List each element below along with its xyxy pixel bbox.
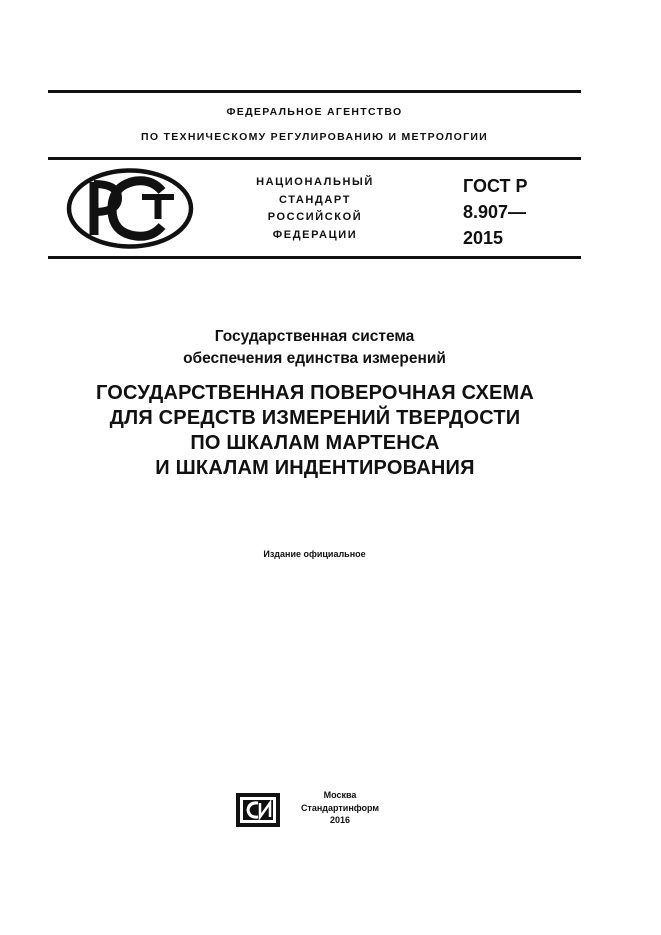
title-line: ГОСУДАРСТВЕННАЯ ПОВЕРОЧНАЯ СХЕМА [95, 382, 535, 404]
rst-logo-icon [66, 167, 194, 250]
national-standard-line: РОССИЙСКОЙ [267, 211, 363, 223]
subtitle-line: Государственная система [214, 328, 415, 345]
national-standard-line: СТАНДАРТ [278, 193, 352, 206]
title-line: ДЛЯ СРЕДСТВ ИЗМЕРЕНИЙ ТВЕРДОСТИ [109, 407, 521, 429]
top-rule [48, 90, 581, 93]
imprint-city: Москва [323, 790, 357, 800]
agency-line-2: ПО ТЕХНИЧЕСКОМУ РЕГУЛИРОВАНИЮ И МЕТРОЛОГИИ [140, 131, 489, 143]
standard-code-line: ГОСТ Р [463, 176, 528, 196]
standard-code-line: 2015 [463, 228, 504, 248]
title-line: ПО ШКАЛАМ МАРТЕНСА [190, 432, 440, 454]
standard-code [463, 173, 528, 251]
national-standard-label [225, 174, 405, 244]
imprint-year: 2016 [329, 815, 351, 825]
bottom-rule [48, 256, 581, 259]
national-standard-line: НАЦИОНАЛЬНЫЙ [256, 176, 374, 188]
agency-line-1: ФЕДЕРАЛЬНОЕ АГЕНТСТВО [226, 106, 403, 118]
standartinform-logo-icon [236, 793, 280, 827]
subtitle-line: обеспечения единства измерений [183, 350, 446, 367]
document-subtitle [48, 326, 581, 370]
middle-rule [48, 157, 581, 160]
title-line: И ШКАЛАМ ИНДЕНТИРОВАНИЯ [155, 457, 475, 479]
document-title [40, 381, 590, 481]
edition-label: Издание официальное [263, 549, 366, 559]
national-standard-line: ФЕДЕРАЦИИ [272, 228, 358, 241]
standard-code-line: 8.907— [463, 202, 527, 222]
imprint-publisher: Стандартинформ [300, 802, 380, 813]
imprint [290, 789, 390, 827]
